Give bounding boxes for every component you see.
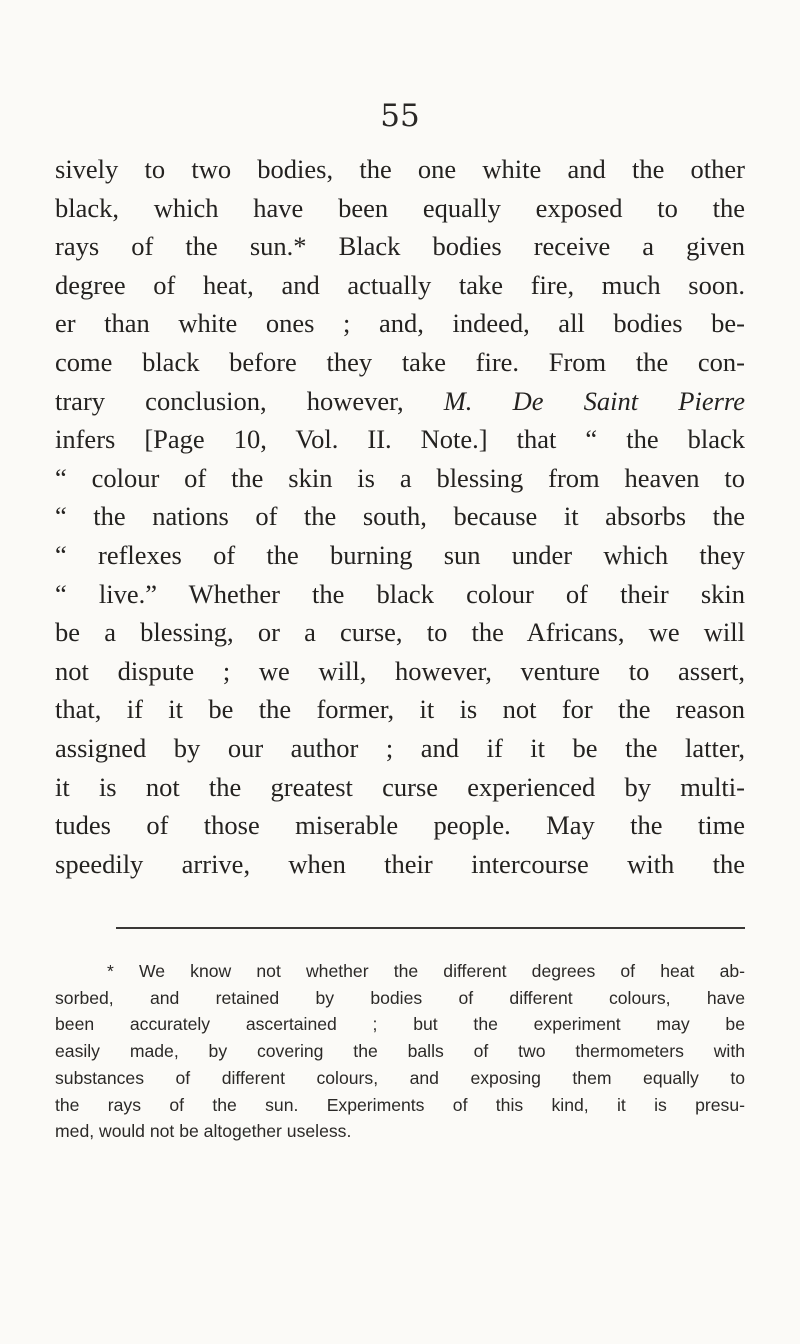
body-line: “ the nations of the south, because it absorbs the	[55, 501, 745, 532]
footnote	[55, 958, 745, 1145]
body-line: tudes of those miserable people. May the time	[55, 810, 745, 841]
body-line: “ colour of the skin is a blessing from heaven to	[55, 462, 745, 493]
body-line: rays of the sun.* Black bodies receive a given	[55, 231, 745, 262]
body-line: it is not the greatest curse experienced by multi-	[55, 771, 745, 802]
body-line: infers [Page 10, Vol. II. Note.] that “ the black	[55, 424, 745, 455]
body-line: sively to two bodies, the one white and the other	[55, 154, 745, 184]
body-line: not dispute ; we will, however, venture to assert,	[55, 655, 745, 686]
body-line: come black before they take fire. From the con-	[55, 346, 745, 377]
footnote-line: med, would not be altogether useless.	[55, 1121, 352, 1142]
page-number: 55	[380, 98, 420, 134]
body-line: speedily arrive, when their intercourse with the	[55, 848, 745, 879]
body-line: degree of heat, and actually take fire, much soon.	[55, 269, 745, 300]
footnote-line: sorbed, and retained by bodies of different colours, have	[55, 987, 745, 1008]
body-line-author	[55, 382, 745, 421]
body-line: er than white ones ; and, indeed, all bodies be-	[55, 308, 745, 339]
author-name: M. De Saint Pierre	[443, 385, 745, 416]
body-line: “ reflexes of the burning sun under which they	[55, 539, 745, 570]
footnote-line: substances of different colours, and exposing them equally to	[55, 1067, 745, 1088]
body-line: assigned by our author ; and if it be the latter,	[55, 732, 745, 763]
footnote-line: the rays of the sun. Experiments of this kind, it is presu-	[55, 1094, 745, 1115]
body-line: “ live.” Whether the black colour of their skin	[55, 578, 745, 609]
body-line-author-text: trary conclusion, however,	[55, 385, 444, 416]
footnote-line: been accurately ascertained ; but the experiment may be	[55, 1014, 745, 1035]
body-line: that, if it be the former, it is not for the reason	[55, 694, 745, 725]
footnote-line: easily made, by covering the balls of two thermometers with	[55, 1041, 745, 1062]
body-line: be a blessing, or a curse, to the Africans, we will	[55, 617, 745, 648]
body-text	[55, 150, 745, 883]
footnote-divider	[116, 927, 745, 929]
body-line: black, which have been equally exposed to the	[55, 192, 745, 223]
footnote-line: * We know not whether the different degrees of heat ab-	[107, 961, 745, 981]
